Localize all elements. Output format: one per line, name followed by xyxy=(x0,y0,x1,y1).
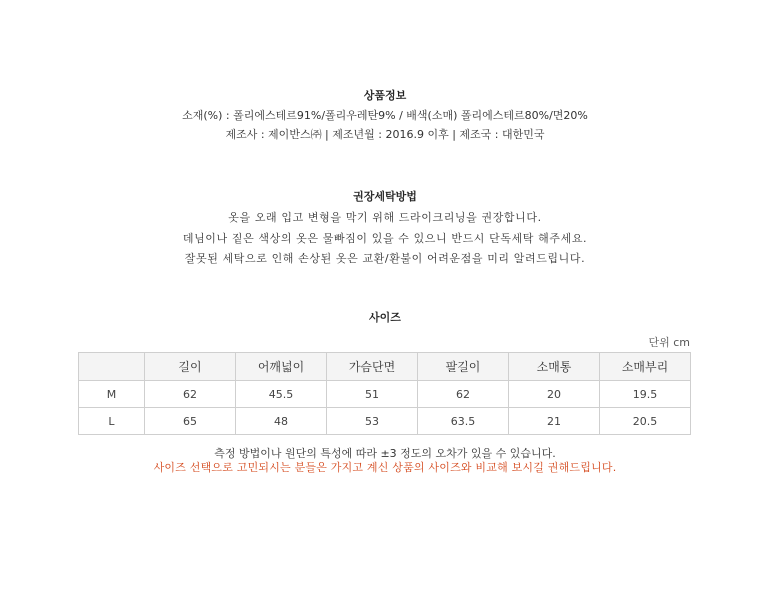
col-arm-length: 팔길이 xyxy=(418,353,509,381)
measure-note: 측정 방법이나 원단의 특성에 따라 ±3 정도의 오차가 있을 수 있습니다. xyxy=(214,447,556,460)
col-chest: 가슴단면 xyxy=(327,353,418,381)
size-heading: 사이즈 xyxy=(369,311,401,324)
material-line: 소재(%) : 폴리에스테르91%/폴리우레탄9% / 배색(소매) 폴리에스테르80%/면20% xyxy=(182,109,588,122)
col-sleeve-width: 소매통 xyxy=(509,353,600,381)
table-cell: 63.5 xyxy=(418,408,509,435)
table-cell: 48 xyxy=(236,408,327,435)
size-table-corner xyxy=(79,353,145,381)
table-cell: 19.5 xyxy=(600,381,691,408)
table-cell: 62 xyxy=(145,381,236,408)
col-length: 길이 xyxy=(145,353,236,381)
table-cell: 51 xyxy=(327,381,418,408)
washing-line-2: 데님이나 짙은 색상의 옷은 물빠짐이 있을 수 있으니 반드시 단독세탁 해주세요. xyxy=(182,231,588,245)
size-label: L xyxy=(79,408,145,435)
washing-line-3: 잘못된 세탁으로 인해 손상된 옷은 교환/환불이 어려운점을 미리 알려드립니다. xyxy=(184,252,586,265)
size-section xyxy=(0,310,770,326)
washing-line-1: 옷을 오래 입고 변형을 막기 위해 드라이크리닝을 권장합니다. xyxy=(228,211,542,224)
col-cuff: 소매부리 xyxy=(600,353,691,381)
table-cell: 21 xyxy=(509,408,600,435)
table-cell: 65 xyxy=(145,408,236,435)
col-shoulder: 어깨넓이 xyxy=(236,353,327,381)
table-cell: 45.5 xyxy=(236,381,327,408)
table-cell: 53 xyxy=(327,408,418,435)
table-cell: 62 xyxy=(418,381,509,408)
size-table-header-row xyxy=(79,353,691,381)
product-info-section xyxy=(0,87,770,144)
size-label: M xyxy=(79,381,145,408)
compare-note: 사이즈 선택으로 고민되시는 분들은 가지고 계신 상품의 사이즈와 비교해 보시길 권해드립니다. xyxy=(153,461,617,474)
table-row xyxy=(79,408,691,435)
size-table xyxy=(78,352,691,435)
size-unit-label: 단위 cm xyxy=(648,336,690,349)
table-cell: 20 xyxy=(509,381,600,408)
product-info-heading: 상품정보 xyxy=(363,89,407,102)
notes-section xyxy=(0,447,770,475)
table-cell: 20.5 xyxy=(600,408,691,435)
table-row xyxy=(79,381,691,408)
maker-line: 제조사 : 제이반스㈜ | 제조년월 : 2016.9 이후 | 제조국 : 대한민국 xyxy=(225,128,545,141)
washing-section xyxy=(0,188,770,270)
washing-heading: 권장세탁방법 xyxy=(353,190,417,203)
